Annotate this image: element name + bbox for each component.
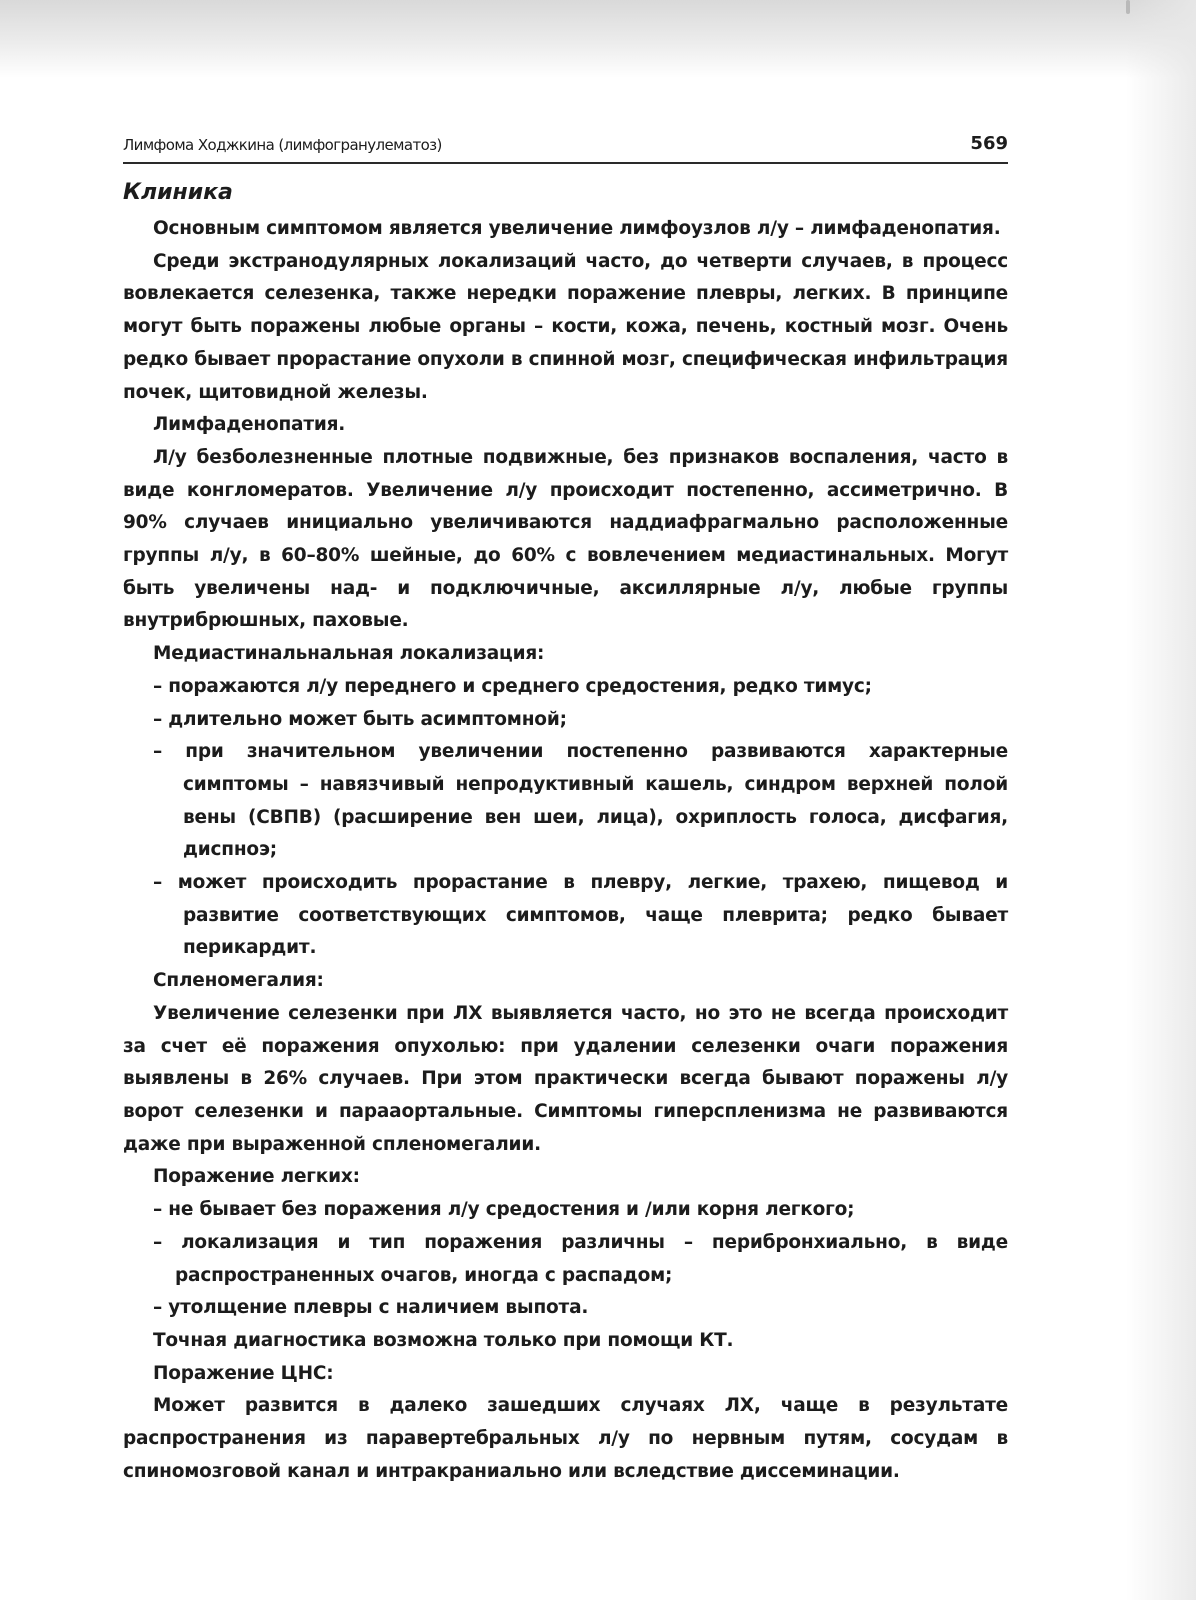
paragraph: Может развится в далеко зашедших случаях ЛХ, чаще в результате распространения из паравертебральных л/у по нервным путям, сосудам в спиномозговой канал и интракраниально или вследствие диссеминации.: [123, 1395, 1008, 1482]
body-text: [123, 213, 1008, 1488]
paragraph: Основным симптомом является увеличение лимфоузлов л/у – лимфаденопатия.: [153, 218, 1001, 239]
scan-shadow-top: [0, 0, 1196, 78]
scan-shadow-right: [1126, 0, 1196, 1600]
section-title: Клиника: [123, 180, 233, 205]
paragraph: Увеличение селезенки при ЛХ выявляется часто, но это не всегда происходит за счет её поражения опухолью: при удалении селезенки очаги поражения выявлены в 26% случаев. При этом практически всегда бывают поражены л/у ворот селезенки и парааортальные. Симптомы гиперспленизма не развиваются даже при выраженной спленомегалии.: [123, 1002, 1008, 1155]
running-header: [123, 124, 1008, 164]
list-item: – длительно может быть асимптомной;: [153, 708, 567, 730]
list-item: – поражаются л/у переднего и среднего средостения, редко тимус;: [153, 675, 872, 697]
subheading-cns: Поражение ЦНС:: [153, 1362, 334, 1384]
subheading-splenomegaly: Спленомегалия:: [153, 970, 324, 992]
subheading-lung: Поражение легких:: [153, 1166, 360, 1188]
list-item: – не бывает без поражения л/у средостения и /или корня легкого;: [153, 1199, 855, 1221]
list-item: – утолщение плевры с наличием выпота.: [153, 1297, 589, 1319]
book-page: [123, 124, 1008, 1488]
paragraph: Среди экстранодулярных локализаций часто, до четверти случаев, в процесс вовлекается селезенка, также нередки поражение плевры, легких. В принципе могут быть поражены любые органы – кости, кожа, печень, костный мозг. Очень редко бывает прорастание опухоли в спинной мозг, специфическая инфильтрация почек, щитовидной железы.: [123, 250, 1008, 403]
running-title: Лимфома Ходжкина (лимфогранулематоз): [123, 136, 442, 154]
scan-speck: [1126, 0, 1130, 14]
list-item: – при значительном увеличении постепенно развиваются характерные симптомы – навязчивый непродуктивный кашель, синдром верхней полой вены (СВПВ) (расширение вен шеи, лица), охриплость голоса, дисфагия, диспноэ;: [153, 741, 1008, 861]
paragraph: Л/у безболезненные плотные подвижные, без признаков воспаления, часто в виде конгломератов. Увеличение л/у происходит постепенно, ассиметрично. В 90% случаев инициально увеличиваются наддиафрагмально расположенные группы л/у, в 60–80% шейные, до 60% с вовлечением медиастинальных. Могут быть увеличены над- и подключичные, аксиллярные л/у, любые группы внутрибрюшных, паховые.: [123, 446, 1008, 632]
list-item: – локализация и тип поражения различны – перибронхиально, в виде распространенных очагов, иногда с распадом;: [153, 1231, 1008, 1286]
paragraph: Точная диагностика возможна только при помощи КТ.: [153, 1329, 734, 1351]
subheading-lymphadenopathy: Лимфаденопатия.: [153, 414, 346, 436]
page-number: 569: [970, 133, 1008, 154]
list-item: – может происходить прорастание в плевру, легкие, трахею, пищевод и развитие соответствующих симптомов, чаще плеврита; редко бывает перикардит.: [153, 872, 1008, 959]
subheading-mediastinal: Медиастинальнальная локализация:: [153, 643, 545, 665]
